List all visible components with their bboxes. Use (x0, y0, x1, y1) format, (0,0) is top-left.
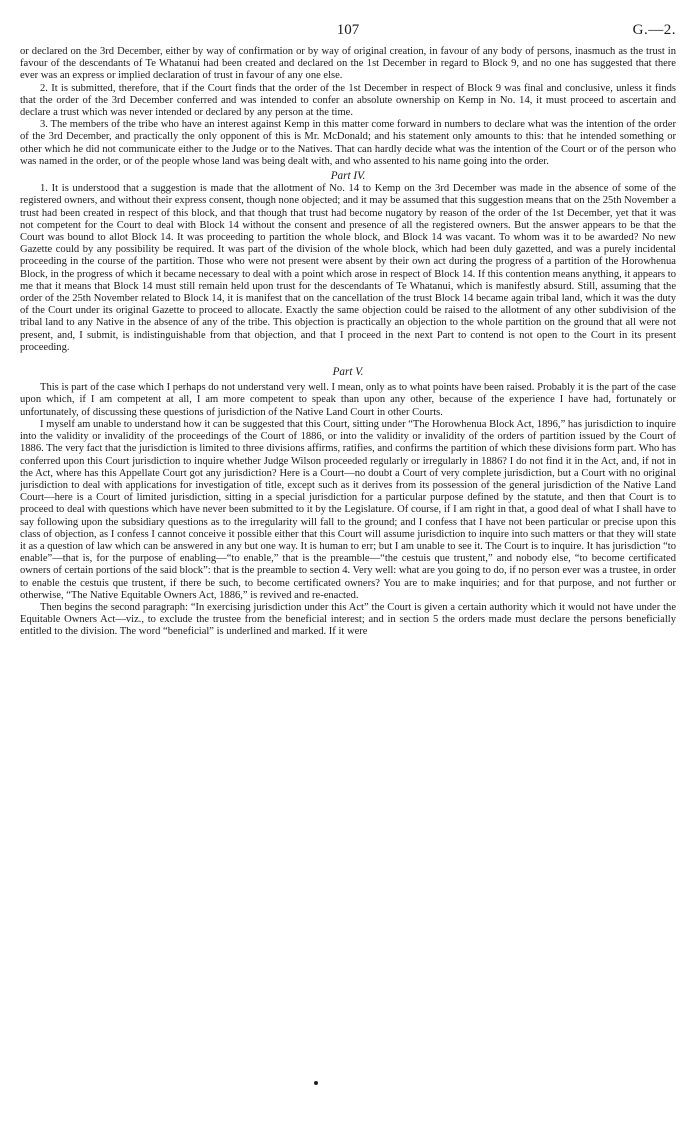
paragraph: I myself am unable to understand how it can be suggested that this Court, sitting under “The Horowhenua Block Act, 1896,” has jurisdiction to inquire into the validity or invalidity of the proceedings of the Court of 1886, or into the validity or invalidity of the orders of partition issued by the Court of 1886. The very fact that the jurisdiction is limited to three divisions affirms, ratifies, and confirms the partition of which these divisions form part. Who has conferred upon this Court jurisdiction to inquire whether Judge Wilson proceeded regularly or irregularly in 1886? I do not find it in the Act, and, if not in the Act, where has this Appellate Court got any jurisdiction? Here is a Court—no doubt a Court of very complete jurisdiction, but a Court with no original jurisdiction to deal with applications for investigation of title, except such as it derives from its possession of the general jurisdiction of the Native Land Court—here is a Court of limited jurisdiction, sitting in a special jurisdiction for a particular purpose defined by the statute, and then that Court is to proceed to deal with questions which have never been submitted to it by the Legislature. Of course, if I am right in that, a good deal of what I shall have to say following upon the subsidiary questions as to the irregularity will fall to the ground; and I confess that I have not been particular or precise upon this class of objection, as I confess I cannot conceive it possible either that this Court will assume jurisdiction to inquire into such matters or that they will state it as a question of law which can be answered in any but one way. It is human to err; but I am unable to see it. The Court is to inquire. It has jurisdiction “to enable”—that is, for the purpose of enabling—“to enable,” that is the preamble—“the cestuis que trustent,” and nobody else, “to become certificated owners of certain portions of the said block”: that is the preamble to section 4. Very well: what are you going to do, if no person ever was a trustee, in order to enable the cestuis que trustent, if there be such, to become certificated owners? You are to make inquiries; and for that purpose, and not further or otherwise, “The Native Equitable Owners Act, 1886,” is revived and re-enacted. (20, 418, 676, 601)
page-number: 107 (336, 22, 360, 38)
paragraph: This is part of the case which I perhaps do not understand very well. I mean, only as to what points have been raised. Probably it is the part of the case upon which, if I am competent at all, I am more competent to speak than upon any other, because of the experience I have had, fortunately or unfortunately, of discussing these questions of jurisdiction of the Native Land Court in other Courts. (20, 382, 676, 418)
part-heading-v: Part V. (332, 366, 364, 379)
part-heading-iv: Part IV. (330, 170, 366, 183)
page-mark (314, 1081, 318, 1085)
page-header (20, 22, 676, 46)
document-code: G.—2. (632, 22, 676, 38)
document-page (20, 22, 676, 1112)
paragraph-continuation: or declared on the 3rd December, either by way of confirmation or by way of original creation, in favour of any body of persons, inasmuch as the trust in favour of the descendants of Te Whatanui had been created and declared on the 1st December in regard to Block 9, and no one has suggested that there ever was an express or implied declaration of trust in favour of any one else. (20, 46, 676, 82)
document-body (20, 46, 676, 639)
paragraph: 2. It is submitted, therefore, that if the Court finds that the order of the 1st December in respect of Block 9 was final and conclusive, unless it finds that the order of the 3rd December conferred and was intended to confer an absolute ownership on Kemp in No. 14, it must proceed to ascertain and declare a trust which was never intended or declared by any person at the time. (20, 82, 676, 119)
paragraph: 3. The members of the tribe who have an interest against Kemp in this matter come forward in numbers to declare what was the intention of the order of the 3rd December, and practically the only opponent of this is Mr. McDonald; and his statement only amounts to this: that he intended something or other which he did not communicate either to the Judge or to the Natives. That can hardly decide what was the intention of the Court or of the person who was named in the order, or of the people whose land was being dealt with, and who assented to his name going into the order. (20, 119, 676, 167)
paragraph: 1. It is understood that a suggestion is made that the allotment of No. 14 to Kemp on the 3rd December was made in the absence of some of the registered owners, and without their express consent, though none objected; and it may be assumed that this suggestion means that on the 25th November a trust had been created in respect of this block, and that though that trust had become nugatory by reason of the order of the 1st December, yet that it was not competent for the Court to deal with Block 14 without the consent and presence of all the registered owners. But the answer appears to be that the Court was bound to allot Block 14. It was proceeding to partition the whole block, and Block 14 was vacant. To whom was it to be awarded? No new Gazette could by any possibility be required. It was part of the division of the whole block, which had been duly gazetted, and was a purely incidental proceeding in the course of the partition. Those who were not present were absent by their own act during the progress of a partition of the Horowhenua Block, in the progress of which it became necessary to deal with a point which arose in respect of Block 14. If this contention means anything, it appears to me that it means that Block 14 must still remain held upon trust for the descendants of Te Whatanui, which is manifestly absurd. Still, assuming that the order of the 25th November related to Block 14, it is manifest that on the cancellation of the trust Block 14 became again tribal land, which it was the duty of the Court under its original Gazette to proceed to allocate. Exactly the same objection could be raised to the allotment of any other subdivision of the tribal land to any Native in the absence of any of the tribe. This objection is practically an objection to the whole partition on the ground that all were not present, and, I submit, is indistinguishable from that objection, and that I proceed in the next Part to contend is not open to the Court in its present proceeding. (20, 183, 676, 353)
paragraph: Then begins the second paragraph: “In exercising jurisdiction under this Act” the Court is given a certain authority which it would not have under the Equitable Owners Act—viz., to exclude the trustee from the beneficial interest; and in section 5 the orders made must declare the persons beneficially entitled to the division. The word “beneficial” is underlined and marked. If it were (20, 601, 676, 638)
